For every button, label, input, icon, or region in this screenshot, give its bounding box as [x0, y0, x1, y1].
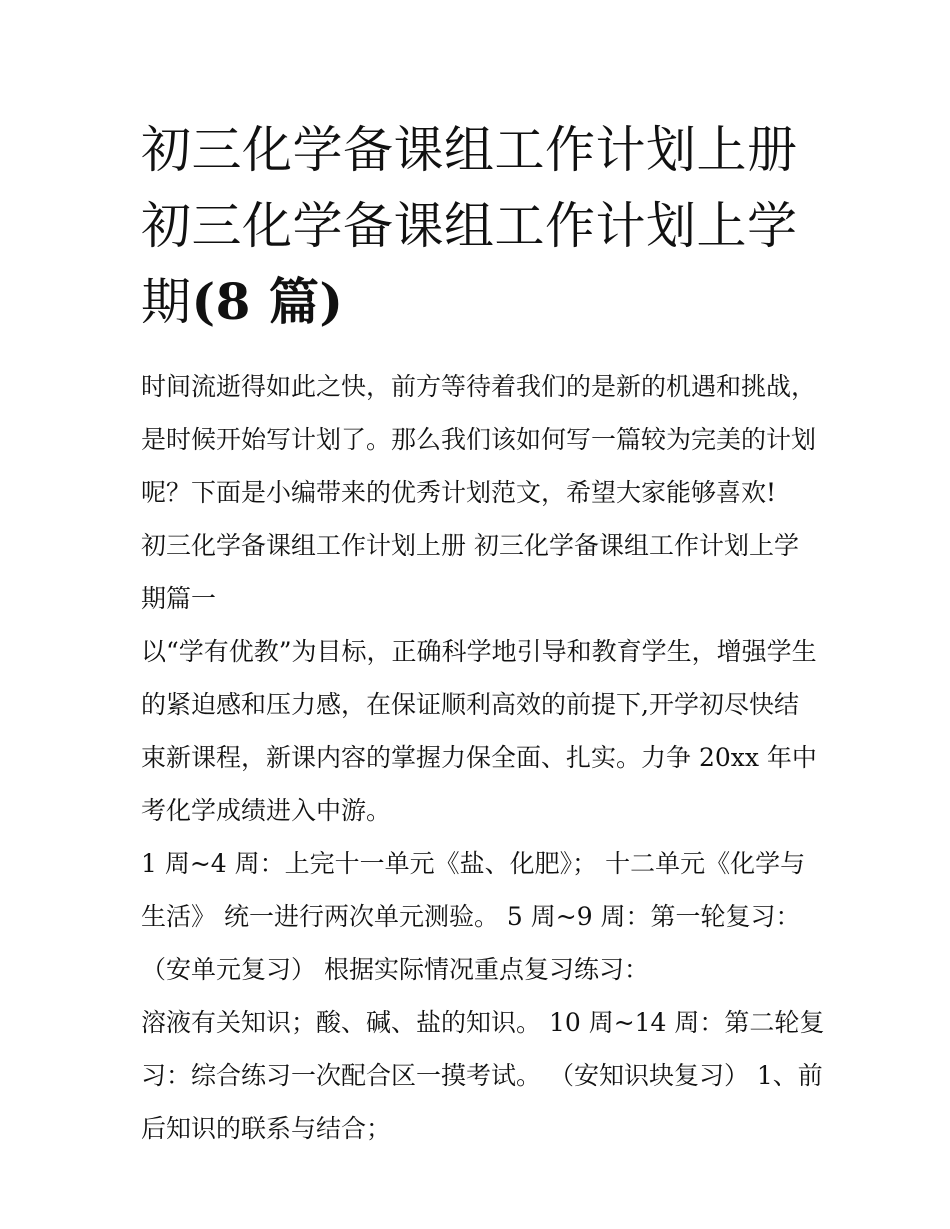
- document-title: [141, 112, 821, 340]
- title-count: (8 篇): [191, 272, 344, 331]
- intro-paragraph: [141, 360, 821, 519]
- text-line: 考化学成绩进入中游。: [141, 796, 392, 825]
- text-line: 以“学有优教”为目标，正确科学地引导和教育学生，增强学生: [141, 637, 817, 666]
- title-line: [141, 264, 821, 340]
- text-line: 是时候开始写计划了。那么我们该如何写一篇较为完美的计划: [141, 425, 817, 454]
- text-line: 期篇一: [141, 584, 217, 613]
- text-line: 习：综合练习一次配合区一摸考试。 （安知识块复习） 1、前: [141, 1061, 823, 1090]
- review-paragraph: [141, 996, 825, 1155]
- text-line: 的紧迫感和压力感，在保证顺利高效的前提下,开学初尽快结: [141, 690, 799, 719]
- text-line: 生活》 统一进行两次单元测验。 5 周~9 周：第一轮复习：: [141, 902, 801, 931]
- text-line: 呢？下面是小编带来的优秀计划范文，希望大家能够喜欢!: [141, 478, 777, 507]
- text-line: （安单元复习） 根据实际情况重点复习练习：: [141, 955, 649, 984]
- text-line: 初三化学备课组工作计划上册 初三化学备课组工作计划上学: [141, 531, 799, 560]
- title-line: 初三化学备课组工作计划上学: [141, 197, 798, 255]
- text-line: 溶液有关知识；酸、碱、盐的知识。 10 周~14 周：第二轮复: [141, 1008, 825, 1037]
- goal-paragraph: [141, 625, 821, 837]
- text-line: 束新课程，新课内容的掌握力保全面、扎实。力争 20xx 年中: [141, 743, 817, 772]
- text-line: 1 周~4 周：上完十一单元《盐、化肥》； 十二单元《化学与: [141, 849, 806, 878]
- section-heading: [141, 519, 821, 625]
- title-text: 期: [141, 273, 192, 331]
- title-line: 初三化学备课组工作计划上册: [141, 121, 798, 179]
- document-page: [141, 112, 825, 1155]
- text-line: 时间流逝得如此之快，前方等待着我们的是新的机遇和挑战，: [141, 372, 817, 401]
- text-line: 后知识的联系与结合；: [141, 1114, 392, 1143]
- schedule-paragraph: [141, 837, 821, 996]
